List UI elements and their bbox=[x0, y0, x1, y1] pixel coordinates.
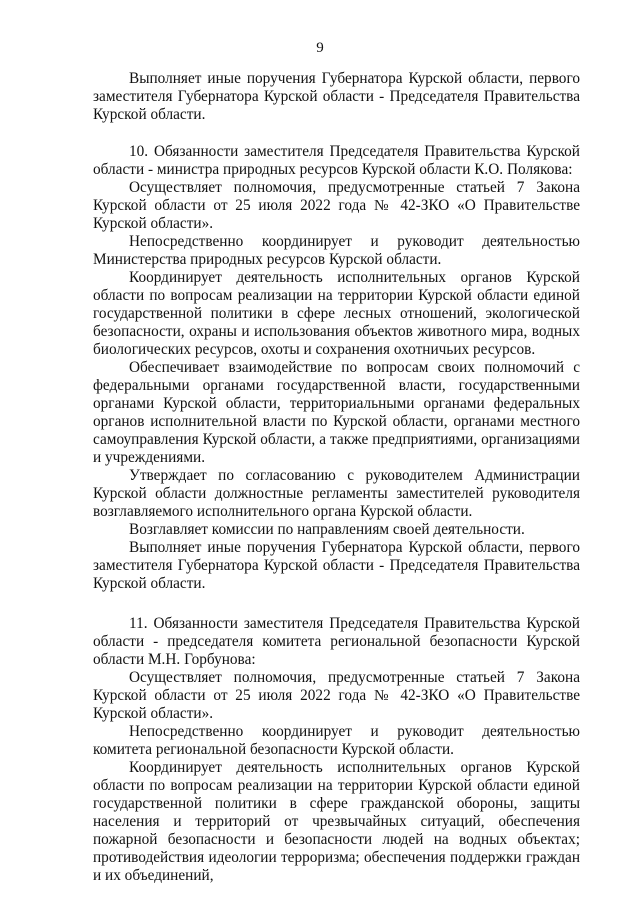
paragraph: Координирует деятельность исполнительных органов Курской области по вопросам реализации на территории Курской области единой государственной политики в сфере гражданской обороны, защиты населения и территорий от чрезвычайных ситуаций, обеспечения пожарной безопасности и безопасности людей на водных объектах; противодействия идеологии терроризма; обеспечения поддержки граждан и их объединений, bbox=[93, 759, 580, 884]
section-spacer bbox=[93, 124, 580, 143]
paragraph: Непосредственно координирует и руководит деятельностью комитета региональной безопасности Курской области. bbox=[93, 723, 580, 758]
paragraph: Обеспечивает взаимодействие по вопросам своих полномочий с федеральными органами государственной власти, государственными органами Курской области, территориальными органами федеральных органов исполнительной власти по Курской области, органами местного самоуправления Курской области, а также предприятиями, организациями и учреждениями. bbox=[93, 359, 580, 466]
paragraph: Осуществляет полномочия, предусмотренные статьей 7 Закона Курской области от 25 июля 2022 года № 42-ЗКО «О Правительстве Курской области». bbox=[93, 669, 580, 722]
paragraph: Возглавляет комиссии по направлениям своей деятельности. bbox=[129, 521, 525, 538]
section-heading: 11. Обязанности заместителя Председателя Правительства Курской области - председателя комитета региональной безопасности Курской области М.Н. Горбунова: bbox=[93, 615, 580, 668]
paragraph: Выполняет иные поручения Губернатора Курской области, первого заместителя Губернатора Курской области - Председателя Правительства Курской области. bbox=[93, 539, 580, 592]
paragraph: Непосредственно координирует и руководит деятельностью Министерства природных ресурсов Курской области. bbox=[93, 233, 580, 268]
paragraph: Утверждает по согласованию с руководителем Администрации Курской области должностные регламенты заместителей руководителя возглавляемого исполнительного органа Курской области. bbox=[93, 467, 580, 520]
document-body bbox=[93, 70, 580, 885]
paragraph: Координирует деятельность исполнительных органов Курской области по вопросам реализации на территории Курской области единой государственной политики в сфере лесных отношений, экологической безопасности, охраны и использования объектов животного мира, водных биологических ресурсов, охоты и сохранения охотничьих ресурсов. bbox=[93, 269, 580, 358]
section-heading: 10. Обязанности заместителя Председателя Правительства Курской области - министра природных ресурсов Курской области К.О. Полякова: bbox=[93, 143, 580, 178]
page-number: 9 bbox=[316, 40, 324, 56]
paragraph: Осуществляет полномочия, предусмотренные статьей 7 Закона Курской области от 25 июля 2022 года № 42-ЗКО «О Правительстве Курской области». bbox=[93, 179, 580, 232]
paragraph: Выполняет иные поручения Губернатора Курской области, первого заместителя Губернатора Курской области - Председателя Правительства Курской области. bbox=[93, 70, 580, 123]
section-spacer bbox=[93, 593, 580, 615]
